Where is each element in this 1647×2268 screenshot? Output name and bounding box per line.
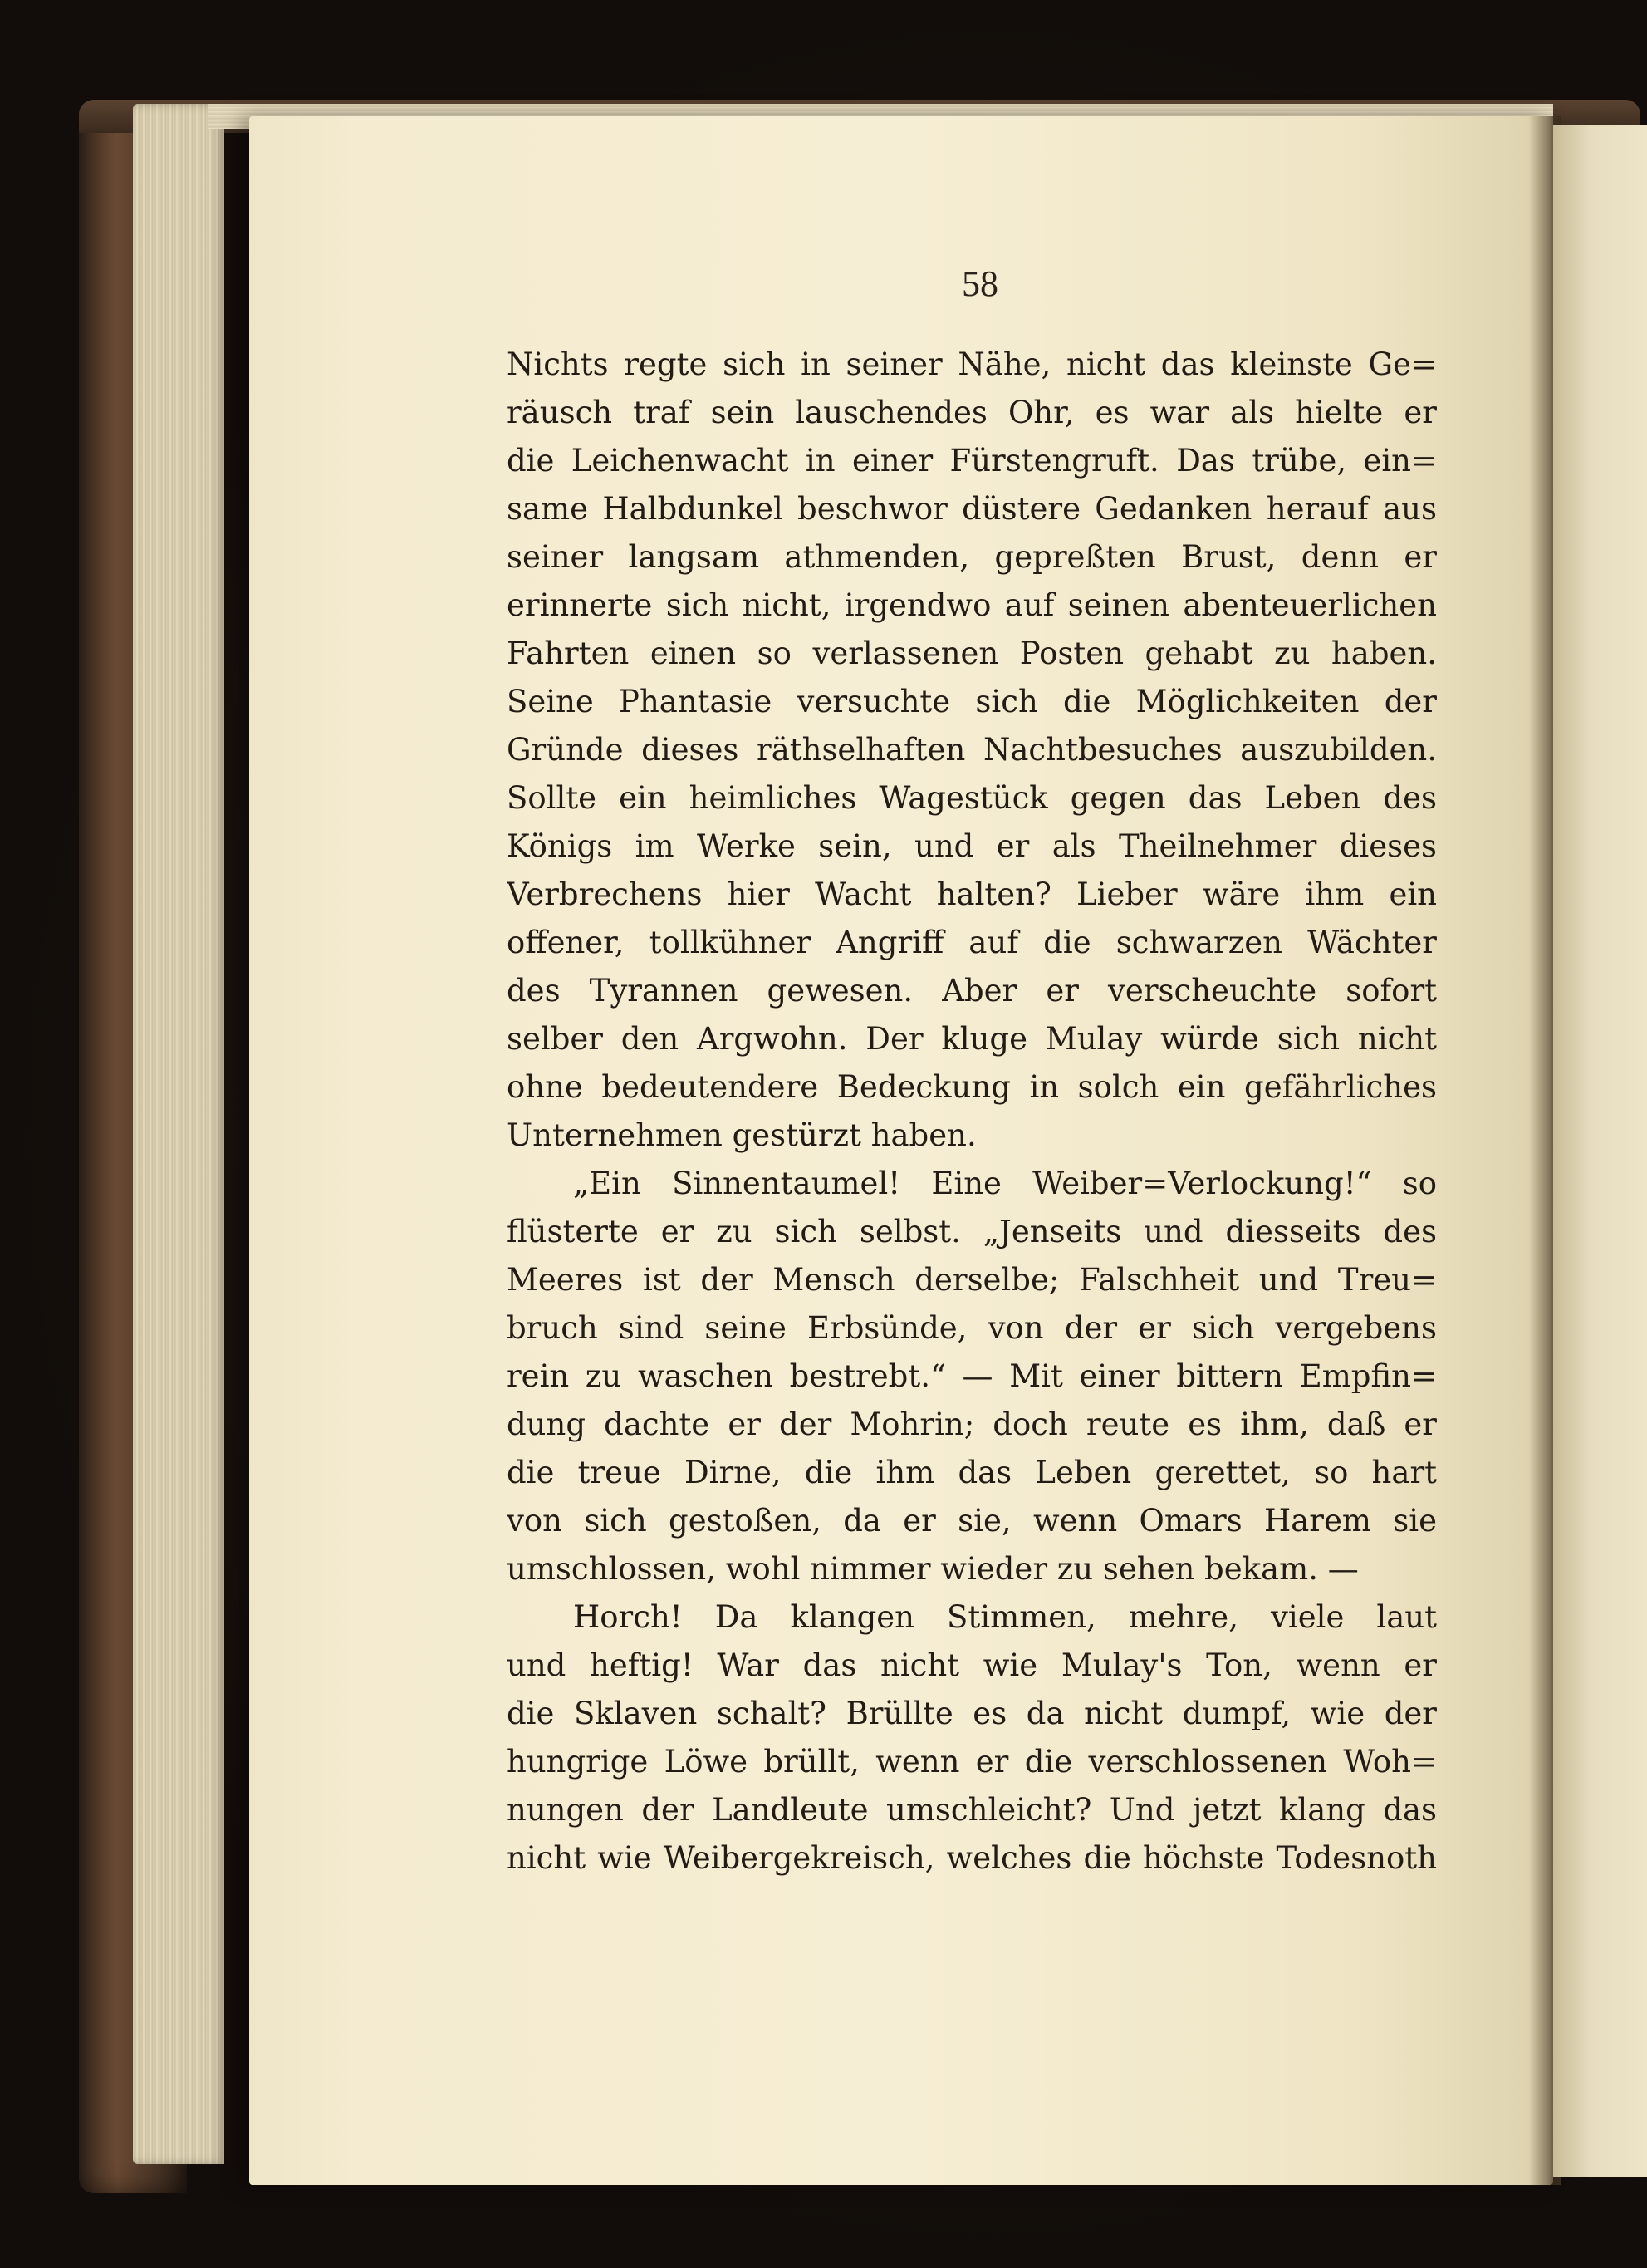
- text-line: die treue Dirne, die ihm das Leben gerettet, so hart: [507, 1455, 1437, 1490]
- text-line: hungrige Löwe brüllt, wenn er die verschlossenen Woh=: [507, 1744, 1437, 1780]
- text-line: Unternehmen gestürzt haben.: [507, 1117, 977, 1153]
- text-line: same Halbdunkel beschwor düstere Gedanken herauf aus: [507, 491, 1437, 527]
- text-line: nungen der Landleute umschleicht? Und jetzt klang das: [507, 1792, 1437, 1828]
- page-stack-left: [133, 104, 224, 2164]
- text-line: Königs im Werke sein, und er als Theilnehmer dieses: [507, 828, 1437, 864]
- text-line: dung dachte er der Mohrin; doch reute es ihm, daß er: [507, 1406, 1437, 1442]
- text-line: Fahrten einen so verlassenen Posten gehabt zu haben.: [507, 636, 1437, 671]
- text-line: Sollte ein heimliches Wagestück gegen das Leben des: [507, 780, 1437, 816]
- text-line: erinnerte sich nicht, irgendwo auf seinen abenteuerlichen: [507, 587, 1437, 623]
- body-text: [507, 341, 1437, 1919]
- text-line: räusch traf sein lauschendes Ohr, es war als hielte er: [507, 395, 1437, 430]
- text-line: die Sklaven schalt? Brüllte es da nicht dumpf, wie der: [507, 1696, 1437, 1731]
- text-line: von sich gestoßen, da er sie, wenn Omars Harem sie: [507, 1503, 1437, 1539]
- text-line: ohne bedeutendere Bedeckung in solch ein gefährliches: [507, 1069, 1437, 1105]
- page-number: 58: [962, 263, 998, 304]
- text-line: Verbrechens hier Wacht halten? Lieber wäre ihm ein: [507, 876, 1437, 912]
- text-line: selber den Argwohn. Der kluge Mulay würde sich nicht: [507, 1021, 1437, 1057]
- text-line: bruch sind seine Erbsünde, von der er sich vergebens: [507, 1310, 1437, 1346]
- text-line: nicht wie Weibergekreisch, welches die höchste Todesnoth: [507, 1840, 1437, 1876]
- text-line: die Leichenwacht in einer Fürstengruft. Das trübe, ein=: [507, 443, 1437, 479]
- text-line: und heftig! War das nicht wie Mulay's Ton, wenn er: [507, 1647, 1437, 1683]
- text-line: Gründe dieses räthselhaften Nachtbesuches auszubilden.: [507, 732, 1437, 768]
- text-line: „Ein Sinnentaumel! Eine Weiber=Verlockung!“ so: [573, 1166, 1437, 1201]
- text-line: Seine Phantasie versuchte sich die Möglichkeiten der: [507, 684, 1437, 719]
- text-line: Nichts regte sich in seiner Nähe, nicht das kleinste Ge=: [507, 346, 1437, 382]
- text-line: seiner langsam athmenden, gepreßten Brust, denn er: [507, 539, 1437, 575]
- text-line: Horch! Da klangen Stimmen, mehre, viele laut: [573, 1599, 1437, 1635]
- text-line: rein zu waschen bestrebt.“ — Mit einer bittern Empfin=: [507, 1358, 1437, 1394]
- text-line: umschlossen, wohl nimmer wieder zu sehen bekam. —: [507, 1551, 1359, 1587]
- text-line: flüsterte er zu sich selbst. „Jenseits und diesseits des: [507, 1214, 1437, 1249]
- text-line: offener, tollkühner Angriff auf die schwarzen Wächter: [507, 925, 1437, 960]
- text-line: Meeres ist der Mensch derselbe; Falschheit und Treu=: [507, 1262, 1437, 1298]
- facing-page-edge: [1553, 125, 1647, 2177]
- text-line: des Tyrannen gewesen. Aber er verscheuchte sofort: [507, 973, 1437, 1009]
